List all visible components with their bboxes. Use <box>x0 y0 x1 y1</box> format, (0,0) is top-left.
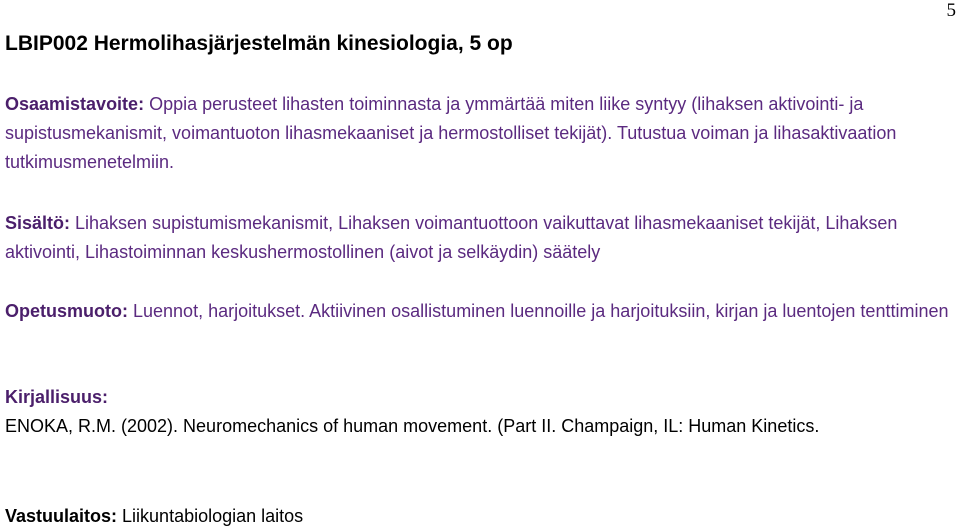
objectives-text: Oppia perusteet lihasten toiminnasta ja ymmärtää miten liike syntyy (lihaksen aktivointi- ja supistusmekanismit, voimantuoton lihasmekaaniset ja hermostolliset tekijät). Tutustua voiman ja lihasaktivaation tutkimusmenetelmiin. <box>5 94 897 172</box>
content-text: Lihaksen supistumismekanismit, Lihaksen voimantuottoon vaikuttavat lihasmekaaniset tekijät, Lihaksen aktivointi, Lihastoiminnan keskushermostollinen (aivot ja selkäydin) säätely <box>5 213 898 262</box>
literature-text: ENOKA, R.M. (2002). Neuromechanics of human movement. (Part II. Champaign, IL: Human Kinetics. <box>5 416 820 436</box>
teaching-section <box>5 297 955 326</box>
content-section <box>5 209 955 267</box>
objectives-section <box>5 90 955 177</box>
department-section <box>5 502 955 531</box>
page-number: 5 <box>946 0 956 21</box>
literature-label: Kirjallisuus: <box>5 387 109 407</box>
objectives-label: Osaamistavoite: <box>5 94 145 114</box>
course-title: LBIP002 Hermolihasjärjestelmän kinesiologia, 5 op <box>5 32 513 55</box>
teaching-text: Luennot, harjoitukset. Aktiivinen osallistuminen luennoille ja harjoituksiin, kirjan ja luentojen tenttiminen <box>128 301 949 321</box>
content-label: Sisältö: <box>5 213 71 233</box>
department-label: Vastuulaitos: <box>5 506 118 526</box>
teaching-label: Opetusmuoto: <box>5 301 128 321</box>
literature-section <box>5 383 955 441</box>
department-text: Liikuntabiologian laitos <box>117 506 304 526</box>
